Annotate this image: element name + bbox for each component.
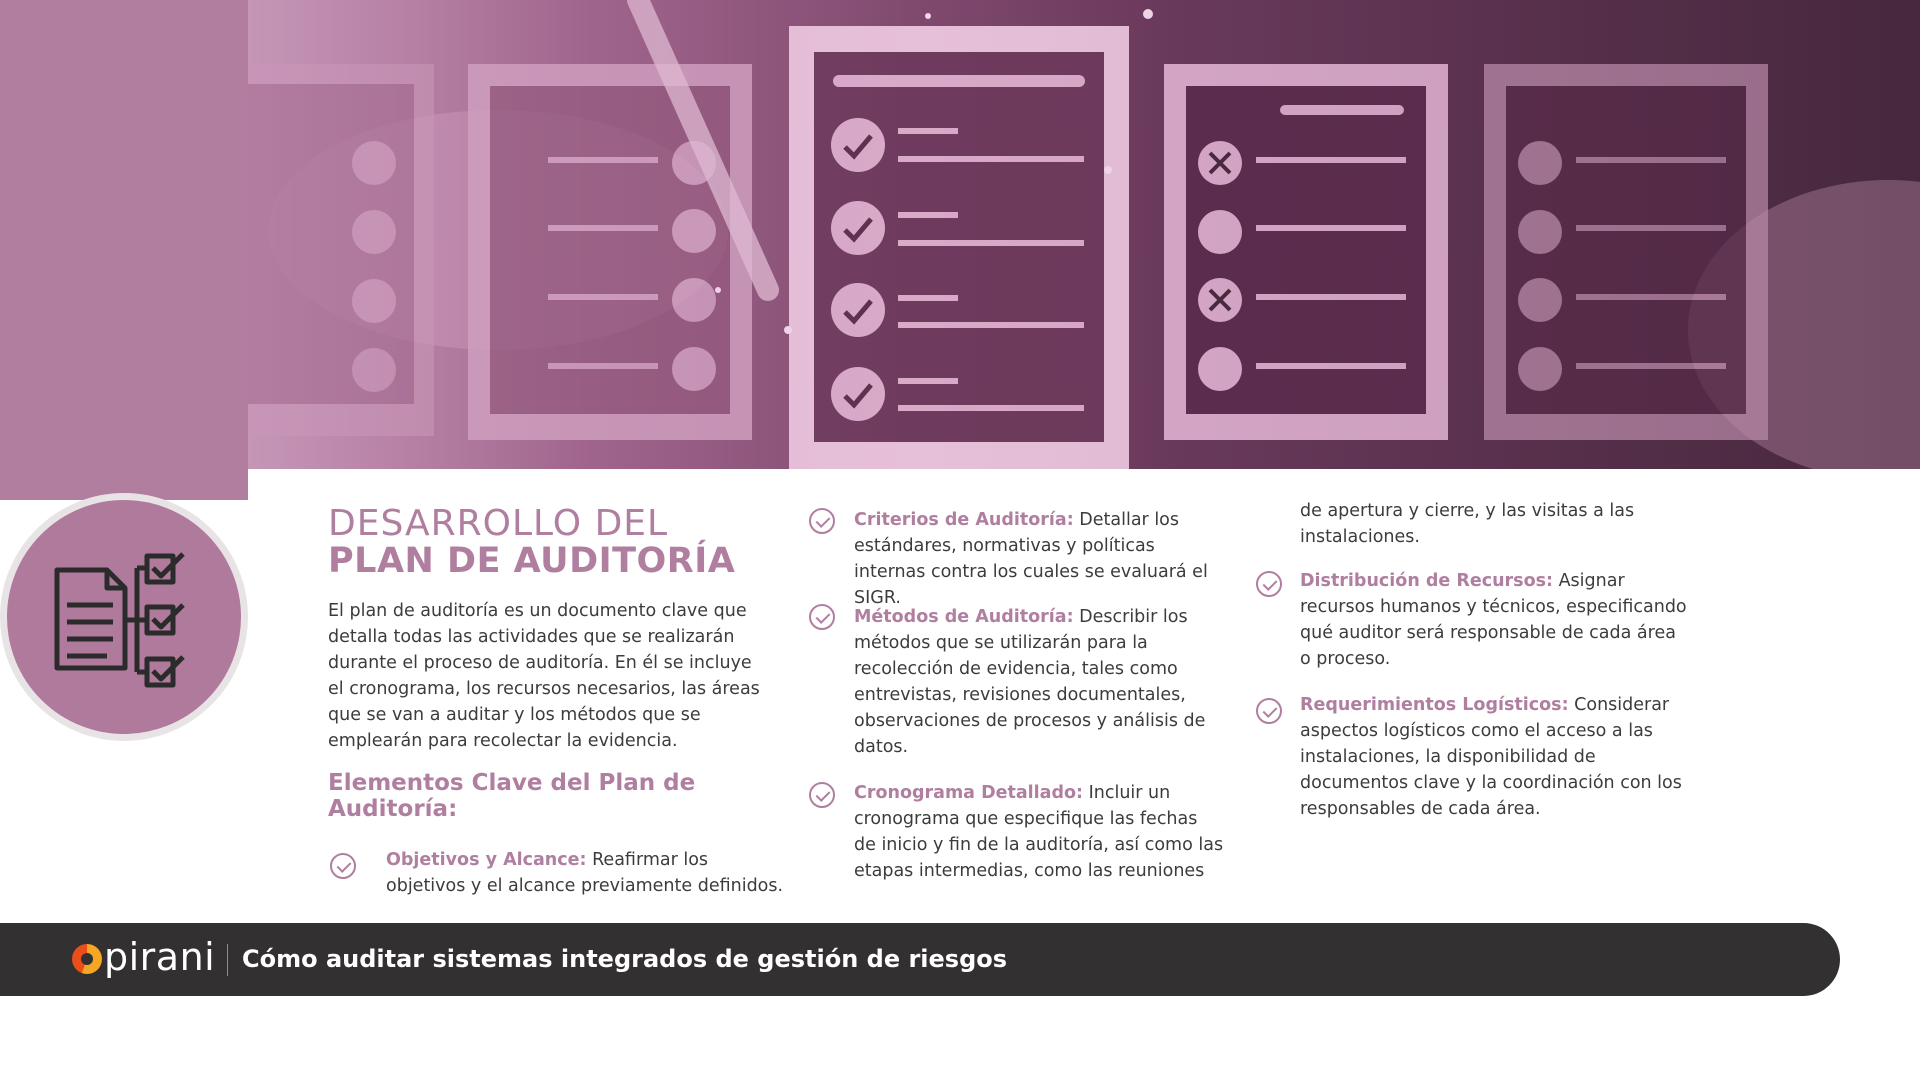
left-color-strip [0,0,248,500]
footer-title: Cómo auditar sistemas integrados de gestión de riesgos [242,945,1008,973]
check-circle-icon [330,853,356,879]
intro-paragraph: El plan de auditoría es un documento clave que detalla todas las actividades que se realizarán durante el proceso de auditoría. En él se incluye el cronograma, los recursos necesarios, las áreas que se van a auditar y los métodos que se emplearán para recolectar la evidencia. [328,601,760,751]
list-item-text: Describir los métodos que se utilizarán para la recolección de evidencia, tales como entrevistas, revisiones documentales, observaciones de procesos y análisis de datos. [854,607,1206,757]
list-item-label: Requerimientos Logísticos: [1300,695,1569,715]
list-item-objetivos [386,847,786,899]
check-circle-icon [809,604,835,630]
list-item-text: Incluir un cronograma que especifique las fechas de inicio y fin de la auditoría, así como las etapas intermedias, como las reuniones [854,783,1224,881]
list-item-continuation [1300,498,1660,550]
list-item-text: Asignar recursos humanos y técnicos, especificando qué auditor será responsable de cada área o proceso. [1300,571,1687,669]
check-circle-icon [1256,571,1282,597]
list-item-label: Métodos de Auditoría: [854,607,1074,627]
checklist-flow-icon-badge [0,493,248,741]
list-item-cronograma [854,780,1224,882]
list-item-text: Reafirmar los objetivos y el alcance previamente definidos. [386,850,784,896]
pirani-logo-icon [72,944,102,974]
hero-banner-image [248,0,1920,469]
list-item-requerimientos [1300,692,1690,822]
page-title-line2: PLAN DE AUDITORÍA [328,541,736,581]
checklist-flow-icon [47,550,207,690]
list-item-text: Detallar los estándares, normativas y políticas internas contra los cuales se evaluará el SIGR. [854,510,1208,608]
list-item-criterios [854,507,1224,611]
pirani-logo-text: pirani [104,935,216,979]
list-item-label: Objetivos y Alcance: [386,850,587,870]
section-subheading: Elementos Clave del Plan de Auditoría: [328,770,696,822]
check-circle-icon [809,782,835,808]
list-item-label: Criterios de Auditoría: [854,510,1074,530]
banner-overlay [248,0,1920,469]
list-item-text: de apertura y cierre, y las visitas a las instalaciones. [1300,501,1635,547]
footer-divider [227,944,228,976]
list-item-text: Considerar aspectos logísticos como el acceso a las instalaciones, la disponibilidad de documentos clave y la coordinación con los responsables de cada área. [1300,695,1682,819]
page-title-line1: DESARROLLO DEL [328,503,669,544]
check-circle-icon [1256,698,1282,724]
list-item-label: Cronograma Detallado: [854,783,1084,803]
list-item-metodos [854,604,1224,760]
list-item-distribucion [1300,568,1690,672]
list-item-label: Distribución de Recursos: [1300,571,1554,591]
check-circle-icon [809,508,835,534]
